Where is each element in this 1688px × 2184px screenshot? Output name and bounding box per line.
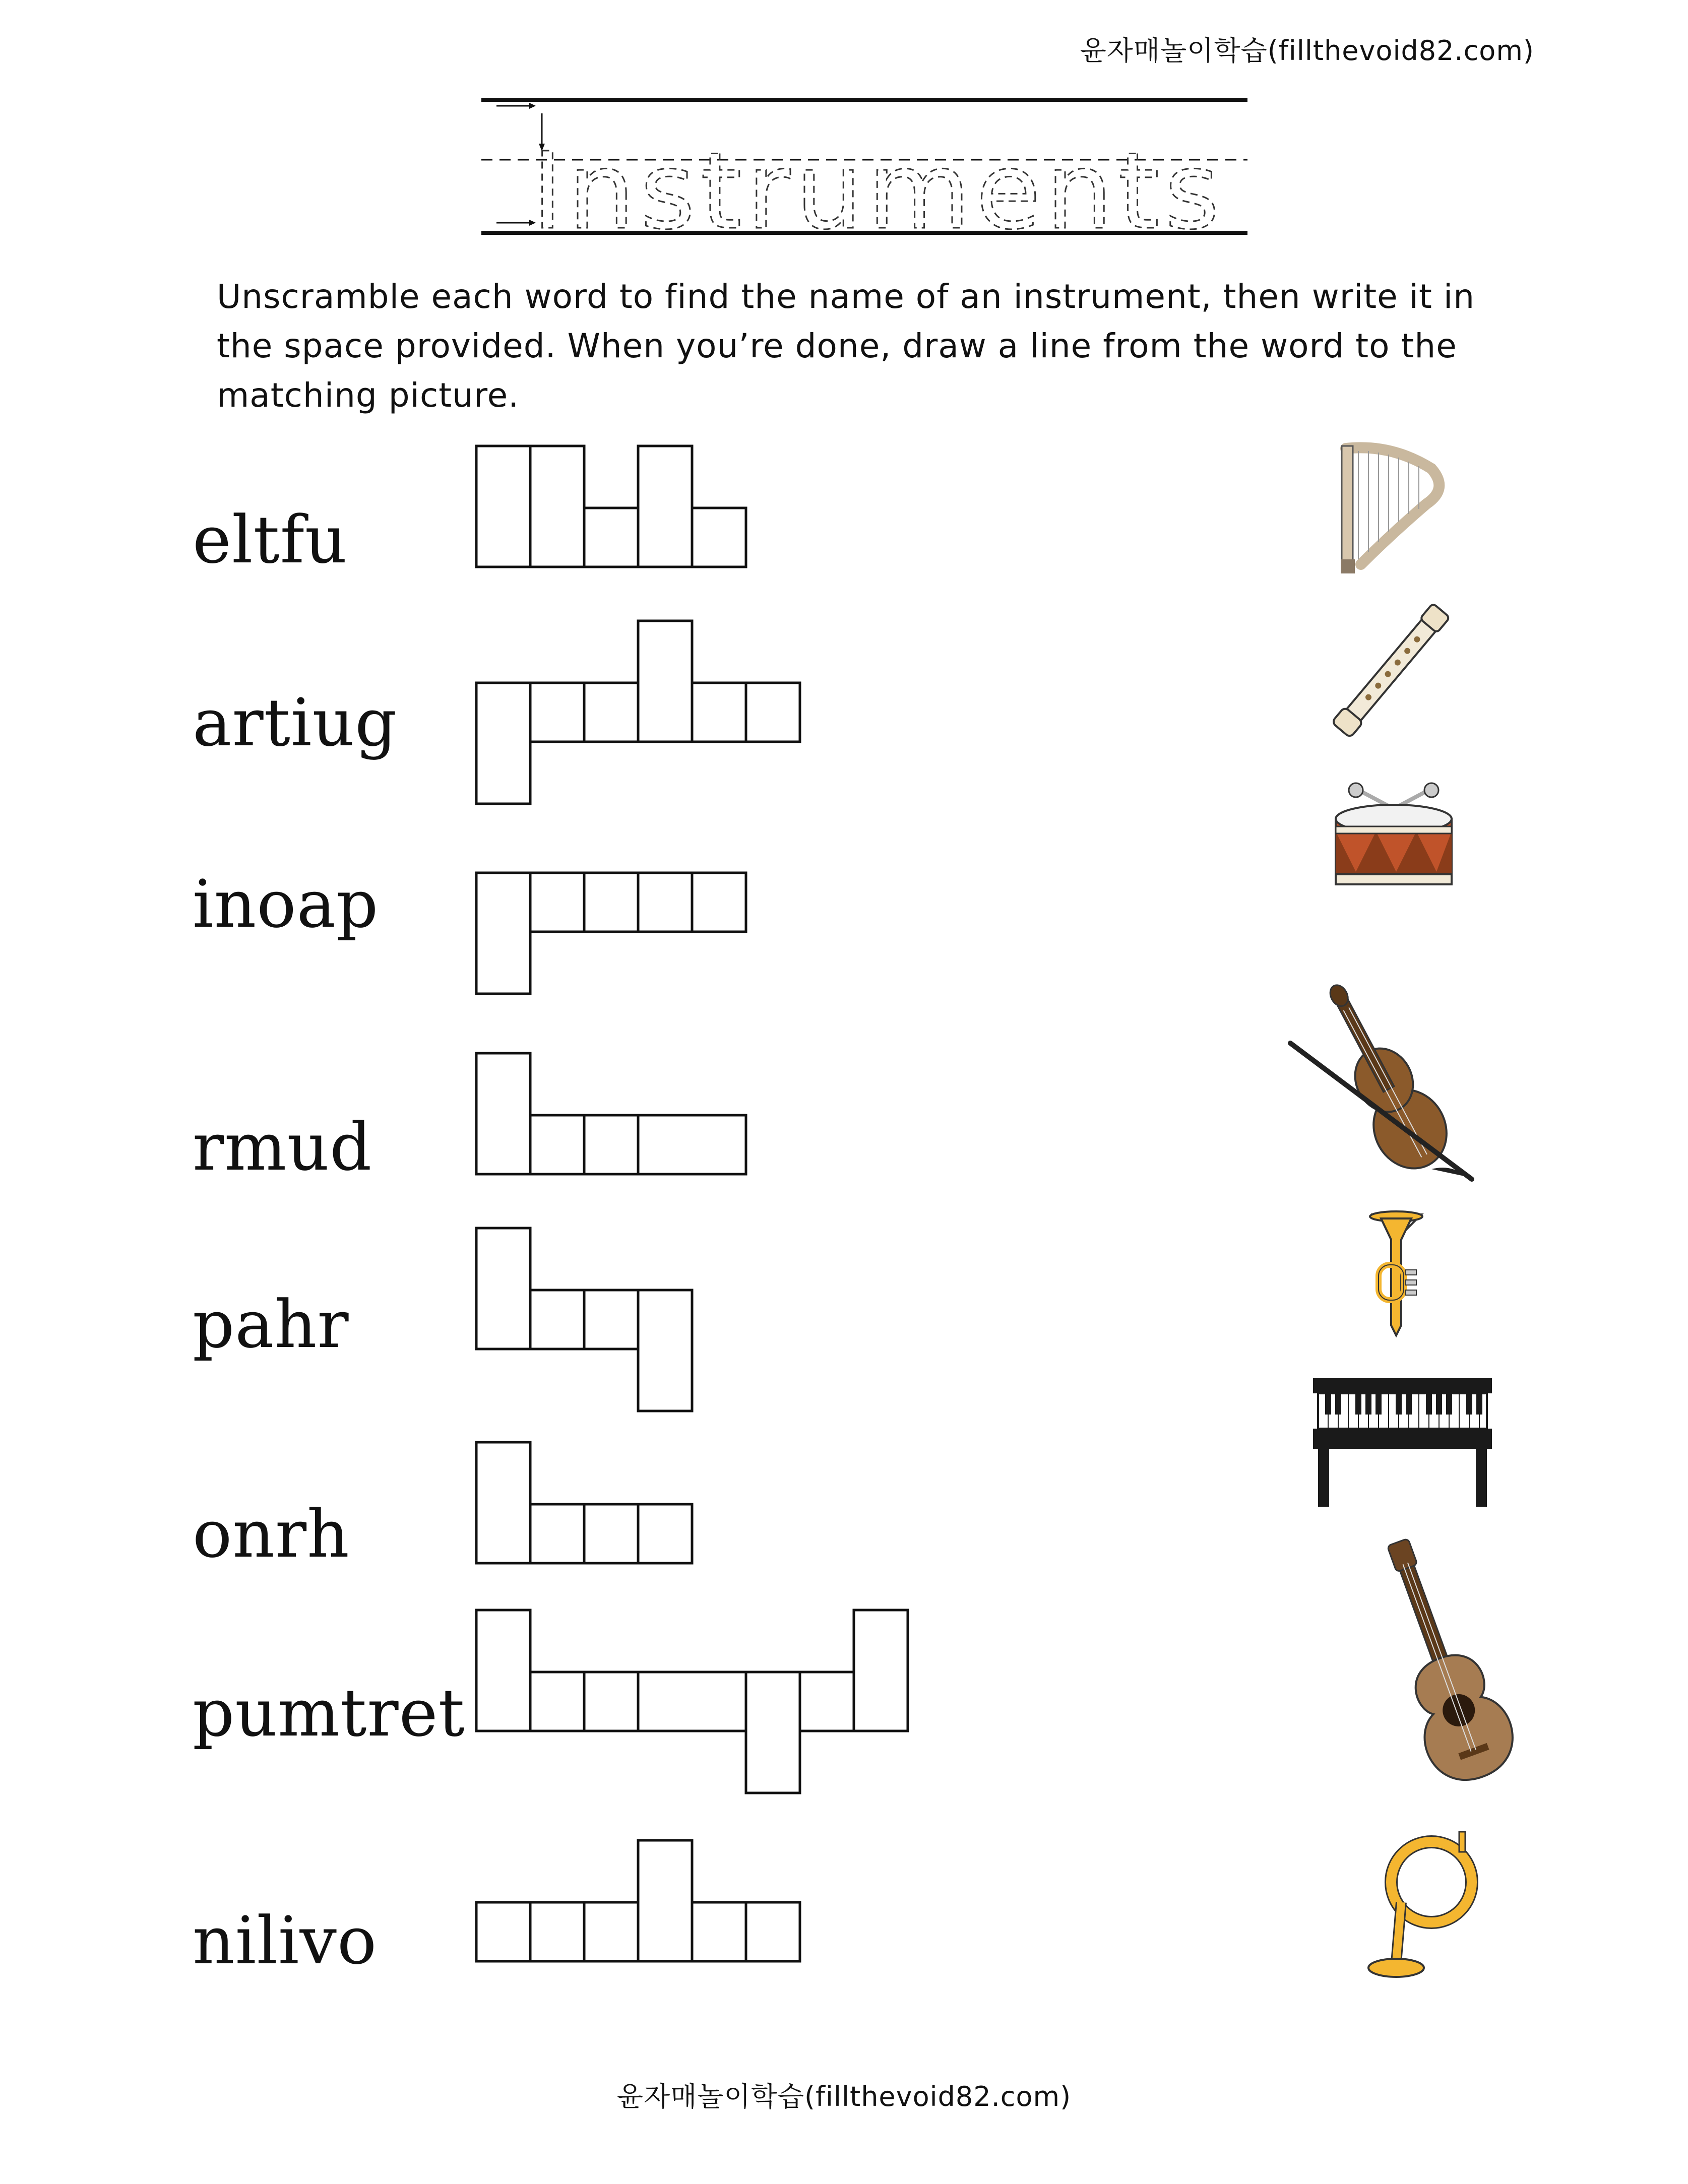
- guitar-icon[interactable]: [1361, 1532, 1522, 1794]
- harp-icon[interactable]: [1331, 438, 1452, 580]
- recorder-icon[interactable]: [1321, 590, 1462, 751]
- trumpet-icon[interactable]: [1361, 1209, 1431, 1340]
- scrambled-word-5: pahr: [193, 1286, 349, 1363]
- drum-icon[interactable]: [1326, 776, 1462, 897]
- answer-boxes-6[interactable]: [476, 1442, 692, 1563]
- scrambled-word-6: onrh: [193, 1496, 350, 1572]
- answer-boxes-7[interactable]: [476, 1610, 908, 1793]
- title-text: Instruments: [532, 130, 1225, 242]
- answer-boxes-5[interactable]: [476, 1228, 692, 1411]
- scrambled-word-1: eltfu: [193, 501, 348, 578]
- answer-boxes-4[interactable]: [476, 1053, 746, 1174]
- horn-icon[interactable]: [1366, 1822, 1487, 1983]
- footer-credit: 윤자매놀이학습(fillthevoid82.com): [616, 2081, 1072, 2112]
- scrambled-word-3: inoap: [193, 866, 379, 942]
- scrambled-word-2: artiug: [193, 684, 398, 761]
- answer-boxes-2[interactable]: [476, 621, 800, 804]
- answer-boxes-8[interactable]: [476, 1840, 800, 1961]
- header-credit: 윤자매놀이학습(fillthevoid82.com): [1080, 35, 1534, 67]
- answer-boxes-1[interactable]: [476, 446, 746, 567]
- scrambled-word-7: pumtret: [193, 1675, 465, 1751]
- instructions: Unscramble each word to find the name of an instrument, then write it in the space provided. When you’re done, draw a line from the word to the matching picture.: [217, 277, 1475, 415]
- piano-icon[interactable]: [1313, 1378, 1492, 1507]
- answer-boxes-3[interactable]: [476, 873, 746, 994]
- scrambled-word-4: rmud: [193, 1109, 372, 1185]
- scrambled-word-8: nilivo: [193, 1902, 378, 1979]
- violin-icon[interactable]: [1280, 968, 1482, 1189]
- title-banner: [481, 91, 1247, 242]
